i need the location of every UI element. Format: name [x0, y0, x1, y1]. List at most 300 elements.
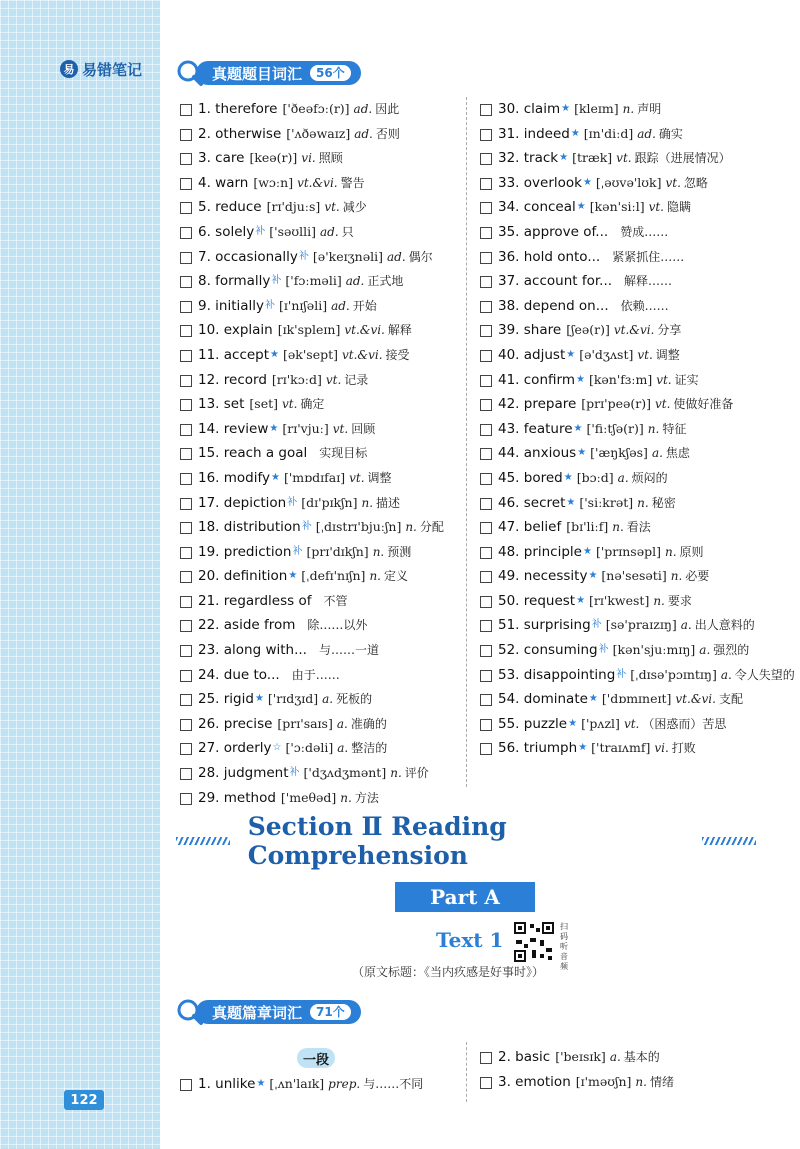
- part-of-speech: n.: [635, 1074, 647, 1089]
- word-count-badge: 56个: [310, 65, 351, 81]
- chinese-meaning: 照顾: [318, 151, 343, 166]
- checkbox[interactable]: [180, 571, 192, 583]
- vocab-item: [180, 786, 444, 811]
- chinese-meaning: 证实: [674, 372, 699, 387]
- part-of-speech: vt.&vi.: [613, 323, 655, 338]
- vocab-item: [480, 294, 795, 319]
- chinese-meaning: 死板的: [336, 692, 373, 707]
- vocab-word: 24. due to...: [198, 666, 280, 683]
- vocab-word: 30. claim: [498, 101, 561, 117]
- vocab-item: [480, 540, 795, 565]
- vocab-item: [180, 171, 444, 196]
- phonetic: [rɪ'vjuː]: [282, 420, 329, 436]
- source-title: （原文标题：《当内疚感是好事时》）: [352, 965, 545, 979]
- phonetic: [ək'sept]: [283, 346, 339, 362]
- chinese-meaning: 与……不同: [363, 1077, 424, 1091]
- column-divider: [466, 97, 467, 787]
- vocab-item: [480, 417, 795, 442]
- vocab-word: 13. set: [198, 396, 245, 413]
- vocab-item: [180, 761, 444, 786]
- checkbox[interactable]: [180, 375, 192, 387]
- part-of-speech: a.: [699, 643, 711, 658]
- phonetic: ['beɪsɪk]: [555, 1049, 606, 1064]
- part-of-speech: vt.: [656, 372, 672, 387]
- vocab-item: [180, 613, 444, 638]
- part-of-speech: n.: [340, 790, 352, 805]
- checkbox[interactable]: [480, 473, 492, 485]
- passage-vocab-header: [176, 999, 361, 1025]
- vocab-word: 46. secret: [498, 494, 566, 511]
- hatch-decoration-left: [176, 837, 230, 845]
- vocab-item: [180, 318, 444, 343]
- mark-icon: 补: [292, 545, 303, 557]
- chinese-meaning: 隐瞒: [667, 200, 692, 215]
- left-grid-strip: [0, 0, 160, 1149]
- mark-icon: ★: [575, 373, 585, 385]
- vocab-item: [480, 613, 795, 638]
- header-pill: [196, 61, 361, 85]
- vocab-item: [180, 1072, 423, 1097]
- part-of-speech: ad.: [354, 126, 373, 141]
- vocab-item: [180, 589, 444, 614]
- checkbox[interactable]: [180, 793, 192, 805]
- hatch-decoration-right: [702, 837, 756, 845]
- word-count-badge: 71个: [310, 1004, 351, 1020]
- chinese-meaning: 强烈的: [713, 643, 750, 658]
- checkbox[interactable]: [480, 252, 492, 264]
- vocab-word: 12. record: [198, 371, 267, 388]
- vocab-word: 35. approve of...: [498, 223, 609, 240]
- checkbox[interactable]: [180, 522, 192, 534]
- chinese-meaning: 焦虑: [665, 446, 690, 461]
- vocab-item: [180, 392, 444, 417]
- chinese-meaning: 分享: [657, 323, 682, 338]
- checkbox[interactable]: [480, 178, 492, 190]
- vocab-word: 3. emotion: [498, 1073, 571, 1090]
- vocab-word: 27. orderly: [198, 740, 272, 757]
- chinese-meaning: 定义: [383, 569, 408, 584]
- vocab-item: [480, 687, 795, 712]
- part-of-speech: vt.: [325, 372, 342, 387]
- vocab-item: [180, 97, 444, 122]
- checkbox[interactable]: [480, 596, 492, 608]
- checkbox[interactable]: [480, 399, 492, 411]
- vocab-item: [480, 220, 795, 245]
- part-of-speech: vt.: [332, 421, 349, 436]
- phonetic: [ɪ'məʊʃn]: [575, 1073, 632, 1089]
- phonetic: [træk]: [572, 150, 613, 166]
- part-of-speech: vt.&vi.: [675, 692, 716, 707]
- phonetic: [nə'sesəti]: [601, 568, 667, 584]
- mark-icon: 补: [591, 619, 602, 631]
- phonetic: [ɪn'diːd]: [583, 125, 634, 141]
- phonetic: [kleɪm]: [574, 101, 619, 116]
- vocab-item: [180, 269, 444, 294]
- vocab-item: [180, 195, 444, 220]
- checkbox[interactable]: [480, 522, 492, 534]
- checkbox[interactable]: [480, 424, 492, 436]
- vocab-item: [180, 122, 444, 147]
- phonetic: ['prɪnsəpl]: [595, 543, 661, 559]
- vocab-item: [480, 736, 795, 761]
- vocab-item: [180, 687, 444, 712]
- vocab-item: [480, 638, 795, 663]
- phonetic: [ə'keɪʒnəli]: [312, 248, 383, 264]
- phonetic: [ˌəʊvə'lʊk]: [595, 174, 662, 190]
- vocab-word: 47. belief: [498, 519, 562, 536]
- mark-icon: ★: [568, 717, 578, 729]
- checkbox[interactable]: [180, 227, 192, 239]
- chinese-meaning: 赞成……: [620, 224, 669, 239]
- mark-icon: ★: [577, 447, 587, 459]
- vocab-word: 7. occasionally: [198, 248, 298, 265]
- vocab-word: 1. therefore: [198, 101, 278, 117]
- checkbox[interactable]: [180, 202, 192, 214]
- vocab-item: [180, 736, 444, 761]
- vocab-item: [180, 245, 444, 270]
- chinese-meaning: 看法: [626, 520, 651, 535]
- checkbox[interactable]: [180, 645, 192, 657]
- mark-icon: 补: [616, 668, 627, 680]
- checkbox[interactable]: [180, 694, 192, 706]
- phonetic: ['fiːtʃə(r)]: [586, 420, 644, 436]
- part-of-speech: n.: [361, 495, 374, 510]
- phonetic: [keə(r)]: [249, 150, 298, 166]
- checkbox[interactable]: [180, 768, 192, 780]
- checkbox[interactable]: [480, 547, 492, 559]
- mark-icon: 补: [289, 767, 300, 779]
- vocab-item: [180, 343, 444, 368]
- part-of-speech: prep.: [328, 1077, 361, 1091]
- section-title: Section Ⅱ Reading Comprehension: [247, 812, 507, 870]
- vocab-word: 55. puzzle: [498, 715, 568, 732]
- checkbox[interactable]: [480, 448, 492, 460]
- mark-icon: ★: [271, 471, 280, 483]
- checkbox[interactable]: [480, 694, 492, 706]
- vocab-list-left: [180, 97, 444, 810]
- part-of-speech: n.: [622, 102, 635, 116]
- phonetic: [set]: [249, 396, 278, 412]
- checkbox[interactable]: [180, 325, 192, 337]
- checkbox[interactable]: [180, 301, 192, 313]
- vocab-word: 44. anxious: [498, 445, 577, 462]
- checkbox[interactable]: [180, 498, 192, 510]
- chinese-meaning: 解释……: [624, 274, 673, 289]
- chinese-meaning: 调整: [367, 470, 392, 485]
- chinese-meaning: 使做好准备: [673, 397, 734, 412]
- vocab-item: [480, 146, 795, 171]
- mark-icon: ★: [583, 545, 592, 557]
- exam-question-vocab-header: [176, 60, 361, 86]
- vocab-word: 45. bored: [498, 469, 563, 486]
- mark-icon: ★: [561, 103, 571, 114]
- vocab-word: 43. feature: [498, 420, 573, 437]
- part-of-speech: vt.: [623, 716, 640, 731]
- chinese-meaning: 警告: [340, 175, 365, 190]
- mark-icon: ★: [576, 594, 586, 606]
- part-of-speech: vt.&vi.: [342, 347, 383, 362]
- vocab-word: 26. precise: [198, 715, 273, 732]
- vocab-item: [180, 712, 444, 737]
- vocab-word: 9. initially: [198, 297, 265, 314]
- vocab-item: [180, 294, 444, 319]
- vocab-word: 29. method: [198, 789, 276, 806]
- vocab-item: [480, 171, 795, 196]
- chinese-meaning: 除……以外: [307, 618, 368, 633]
- phonetic: [kən'fɜːm]: [588, 371, 653, 387]
- part-of-speech: vt.&vi.: [297, 175, 338, 190]
- checkbox[interactable]: [180, 350, 192, 362]
- phonetic: [ˌʌn'laɪk]: [269, 1076, 325, 1091]
- chinese-meaning: 情绪: [649, 1074, 674, 1089]
- magnifier-icon: [176, 59, 204, 87]
- phonetic: ['dɒmɪneɪt]: [601, 691, 672, 707]
- checkbox[interactable]: [480, 276, 492, 288]
- phonetic: ['mɒdɪfaɪ]: [283, 469, 346, 485]
- checkbox[interactable]: [480, 227, 492, 239]
- vocab-item: [480, 589, 795, 614]
- checkbox[interactable]: [180, 153, 192, 165]
- part-of-speech: ad.: [353, 102, 373, 116]
- chinese-meaning: 必要: [685, 569, 710, 584]
- part-of-speech: vt.: [655, 397, 671, 412]
- vocab-word: 25. rigid: [198, 691, 254, 708]
- checkbox[interactable]: [180, 719, 192, 731]
- chinese-meaning: 整洁的: [351, 741, 388, 756]
- checkbox[interactable]: [480, 645, 492, 657]
- mark-icon: ★: [588, 570, 598, 582]
- part-of-speech: vt.: [324, 200, 340, 215]
- vocab-word: 28. judgment: [198, 765, 289, 782]
- phonetic: [prɪ'dɪkʃn]: [306, 543, 369, 559]
- checkbox[interactable]: [180, 620, 192, 632]
- vocab-list-right: [480, 97, 795, 761]
- vocab-item: [480, 1070, 674, 1095]
- mark-icon: ★: [270, 348, 280, 360]
- mark-icon: ★: [559, 152, 569, 164]
- checkbox[interactable]: [180, 178, 192, 190]
- mark-icon: ★: [566, 496, 576, 508]
- chinese-meaning: 忽略: [683, 175, 708, 190]
- vocab-word: 2. otherwise: [198, 125, 282, 142]
- phonetic: [rɪ'kwest]: [589, 592, 650, 608]
- magnifier-icon: [176, 998, 204, 1026]
- phonetic: [bɔːd]: [576, 469, 614, 485]
- chinese-meaning: 出人意料的: [694, 618, 755, 633]
- chinese-meaning: 烦闷的: [631, 470, 668, 485]
- vocab-item: [180, 638, 444, 663]
- checkbox[interactable]: [180, 424, 192, 436]
- checkbox[interactable]: [180, 252, 192, 264]
- vocab-word: 19. prediction: [198, 543, 292, 560]
- phonetic: [ʃeə(r)]: [566, 322, 610, 338]
- chinese-meaning: 原则: [679, 544, 704, 559]
- chinese-meaning: 因此: [375, 102, 400, 116]
- phonetic: ['ðeəfɔː(r)]: [282, 101, 350, 116]
- chinese-meaning: 由于……: [291, 667, 340, 682]
- chinese-meaning: 令人失望的: [734, 667, 795, 682]
- phonetic: [prɪ'saɪs]: [277, 715, 333, 731]
- vocab-item: [180, 564, 444, 589]
- phonetic: ['rɪdʒɪd]: [267, 691, 319, 707]
- phonetic: [ˌdɪstrɪ'bjuːʃn]: [315, 519, 402, 535]
- chinese-meaning: 跟踪（进展情况）: [634, 151, 731, 166]
- checkbox[interactable]: [480, 202, 492, 214]
- mark-icon: ★: [254, 693, 264, 705]
- vocab-item: [480, 392, 795, 417]
- vocab-word: 17. depiction: [198, 494, 287, 511]
- mark-icon: 补: [298, 250, 309, 262]
- mark-icon: ☆: [272, 742, 282, 754]
- checkbox[interactable]: [480, 670, 492, 682]
- checkbox[interactable]: [480, 743, 492, 755]
- mark-icon: 补: [287, 496, 298, 508]
- phonetic: [rɪ'kɔːd]: [271, 371, 322, 387]
- part-label: Part A: [395, 882, 535, 912]
- checkbox[interactable]: [480, 719, 492, 731]
- chinese-meaning: 秘密: [651, 495, 676, 510]
- vocab-word: 36. hold onto...: [498, 248, 601, 265]
- mark-icon: ★: [288, 570, 298, 582]
- part-of-speech: a.: [609, 1050, 621, 1064]
- phonetic: [kən'siːl]: [589, 199, 645, 215]
- vocab-word: 23. along with...: [198, 642, 307, 659]
- vocab-word: 15. reach a goal: [198, 445, 308, 462]
- chinese-meaning: 不管: [323, 593, 348, 608]
- checkbox[interactable]: [180, 743, 192, 755]
- part-of-speech: ad.: [345, 274, 365, 289]
- part-of-speech: vi.: [301, 151, 316, 166]
- mark-icon: 补: [265, 299, 276, 311]
- checkbox[interactable]: [480, 104, 492, 116]
- checkbox[interactable]: [480, 325, 492, 337]
- phonetic: ['ɔːdəli]: [285, 740, 334, 756]
- vocab-item: [480, 368, 795, 393]
- vocab-word: 10. explain: [198, 322, 273, 339]
- vocab-item: [180, 663, 444, 688]
- chinese-meaning: 分配: [419, 520, 444, 535]
- phonetic: [ə'dʒʌst]: [579, 346, 634, 362]
- checkbox[interactable]: [180, 547, 192, 559]
- checkbox[interactable]: [480, 1077, 492, 1089]
- checkbox[interactable]: [180, 670, 192, 682]
- vocab-word: 11. accept: [198, 346, 270, 363]
- part-of-speech: a.: [617, 470, 629, 485]
- vocab-item: [480, 663, 795, 688]
- checkbox[interactable]: [480, 620, 492, 632]
- vocab-item: [480, 1045, 674, 1070]
- part-of-speech: n.: [405, 520, 417, 535]
- checkbox[interactable]: [480, 301, 492, 313]
- chinese-meaning: 偶尔: [408, 249, 433, 264]
- column-divider: [466, 1042, 467, 1102]
- vocab-word: 39. share: [498, 322, 562, 339]
- vocab-word: 21. regardless of: [198, 592, 312, 609]
- part-of-speech: a.: [651, 446, 663, 461]
- checkbox[interactable]: [480, 129, 492, 141]
- phonetic: [ɪ'nɪʃəli]: [279, 297, 328, 313]
- vocab-word: 34. conceal: [498, 199, 576, 216]
- brand-logo-icon: 易: [60, 60, 78, 78]
- checkbox[interactable]: [180, 473, 192, 485]
- part-of-speech: n.: [372, 544, 385, 559]
- checkbox[interactable]: [480, 571, 492, 583]
- checkbox[interactable]: [180, 448, 192, 460]
- checkbox[interactable]: [180, 129, 192, 141]
- phonetic: [ɪk'spleɪn]: [277, 322, 341, 338]
- chinese-meaning: 确实: [658, 126, 683, 141]
- part-of-speech: n.: [390, 766, 402, 781]
- vocab-item: [180, 146, 444, 171]
- vocab-word: 52. consuming: [498, 642, 598, 659]
- chinese-meaning: 实现目标: [319, 446, 368, 461]
- vocab-word: 2. basic: [498, 1049, 551, 1065]
- checkbox[interactable]: [180, 596, 192, 608]
- checkbox[interactable]: [480, 498, 492, 510]
- qr-code-icon[interactable]: [512, 920, 556, 964]
- chinese-meaning: 记录: [344, 372, 369, 387]
- phonetic: ['siːkrət]: [579, 494, 634, 510]
- checkbox[interactable]: [480, 153, 492, 165]
- chinese-meaning: 调整: [655, 347, 680, 362]
- checkbox[interactable]: [180, 1079, 192, 1091]
- vocab-item: [480, 712, 795, 737]
- checkbox[interactable]: [480, 350, 492, 362]
- vocab-item: [480, 318, 795, 343]
- part-of-speech: vt.: [648, 200, 664, 215]
- chinese-meaning: 预测: [387, 544, 412, 559]
- chinese-meaning: 特征: [662, 421, 687, 436]
- phonetic: ['dʒʌdʒmənt]: [303, 765, 387, 781]
- part-of-speech: n.: [612, 520, 624, 535]
- brand-name: 易错笔记: [82, 60, 143, 79]
- vocab-word: 8. formally: [198, 273, 271, 290]
- vocab-word: 38. depend on...: [498, 297, 609, 314]
- vocab-word: 4. warn: [198, 174, 249, 191]
- phonetic: ['æŋkʃəs]: [590, 445, 648, 461]
- part-of-speech: n.: [670, 569, 683, 584]
- checkbox[interactable]: [480, 375, 492, 387]
- part-of-speech: vt.: [616, 151, 632, 166]
- qr-caption: 扫码听音频: [560, 922, 568, 971]
- mark-icon: 补: [255, 225, 266, 237]
- checkbox[interactable]: [180, 399, 192, 411]
- chinese-meaning: 依赖……: [620, 298, 669, 313]
- vocab-word: 22. aside from: [198, 617, 296, 634]
- vocab-item: [480, 515, 795, 540]
- vocab-item: [180, 466, 444, 491]
- part-of-speech: vt.: [349, 470, 365, 485]
- part-of-speech: ad.: [331, 298, 350, 313]
- mark-icon: ★: [588, 693, 598, 705]
- checkbox[interactable]: [180, 104, 192, 116]
- mark-icon: ★: [582, 176, 592, 188]
- part-of-speech: vt.: [665, 175, 681, 190]
- part-of-speech: a.: [680, 618, 692, 633]
- phonetic: ['meθəd]: [280, 789, 337, 805]
- mark-icon: ★: [563, 471, 573, 483]
- chinese-meaning: 描述: [376, 495, 401, 510]
- vocab-item: [480, 195, 795, 220]
- checkbox[interactable]: [480, 1052, 492, 1064]
- checkbox[interactable]: [180, 276, 192, 288]
- brand: [60, 56, 142, 82]
- part-of-speech: a.: [336, 716, 348, 731]
- phonetic: [ˌdefɪ'nɪʃn]: [301, 568, 366, 584]
- vocab-word: 54. dominate: [498, 691, 588, 708]
- mark-icon: ★: [576, 201, 586, 213]
- part-of-speech: n.: [665, 544, 677, 559]
